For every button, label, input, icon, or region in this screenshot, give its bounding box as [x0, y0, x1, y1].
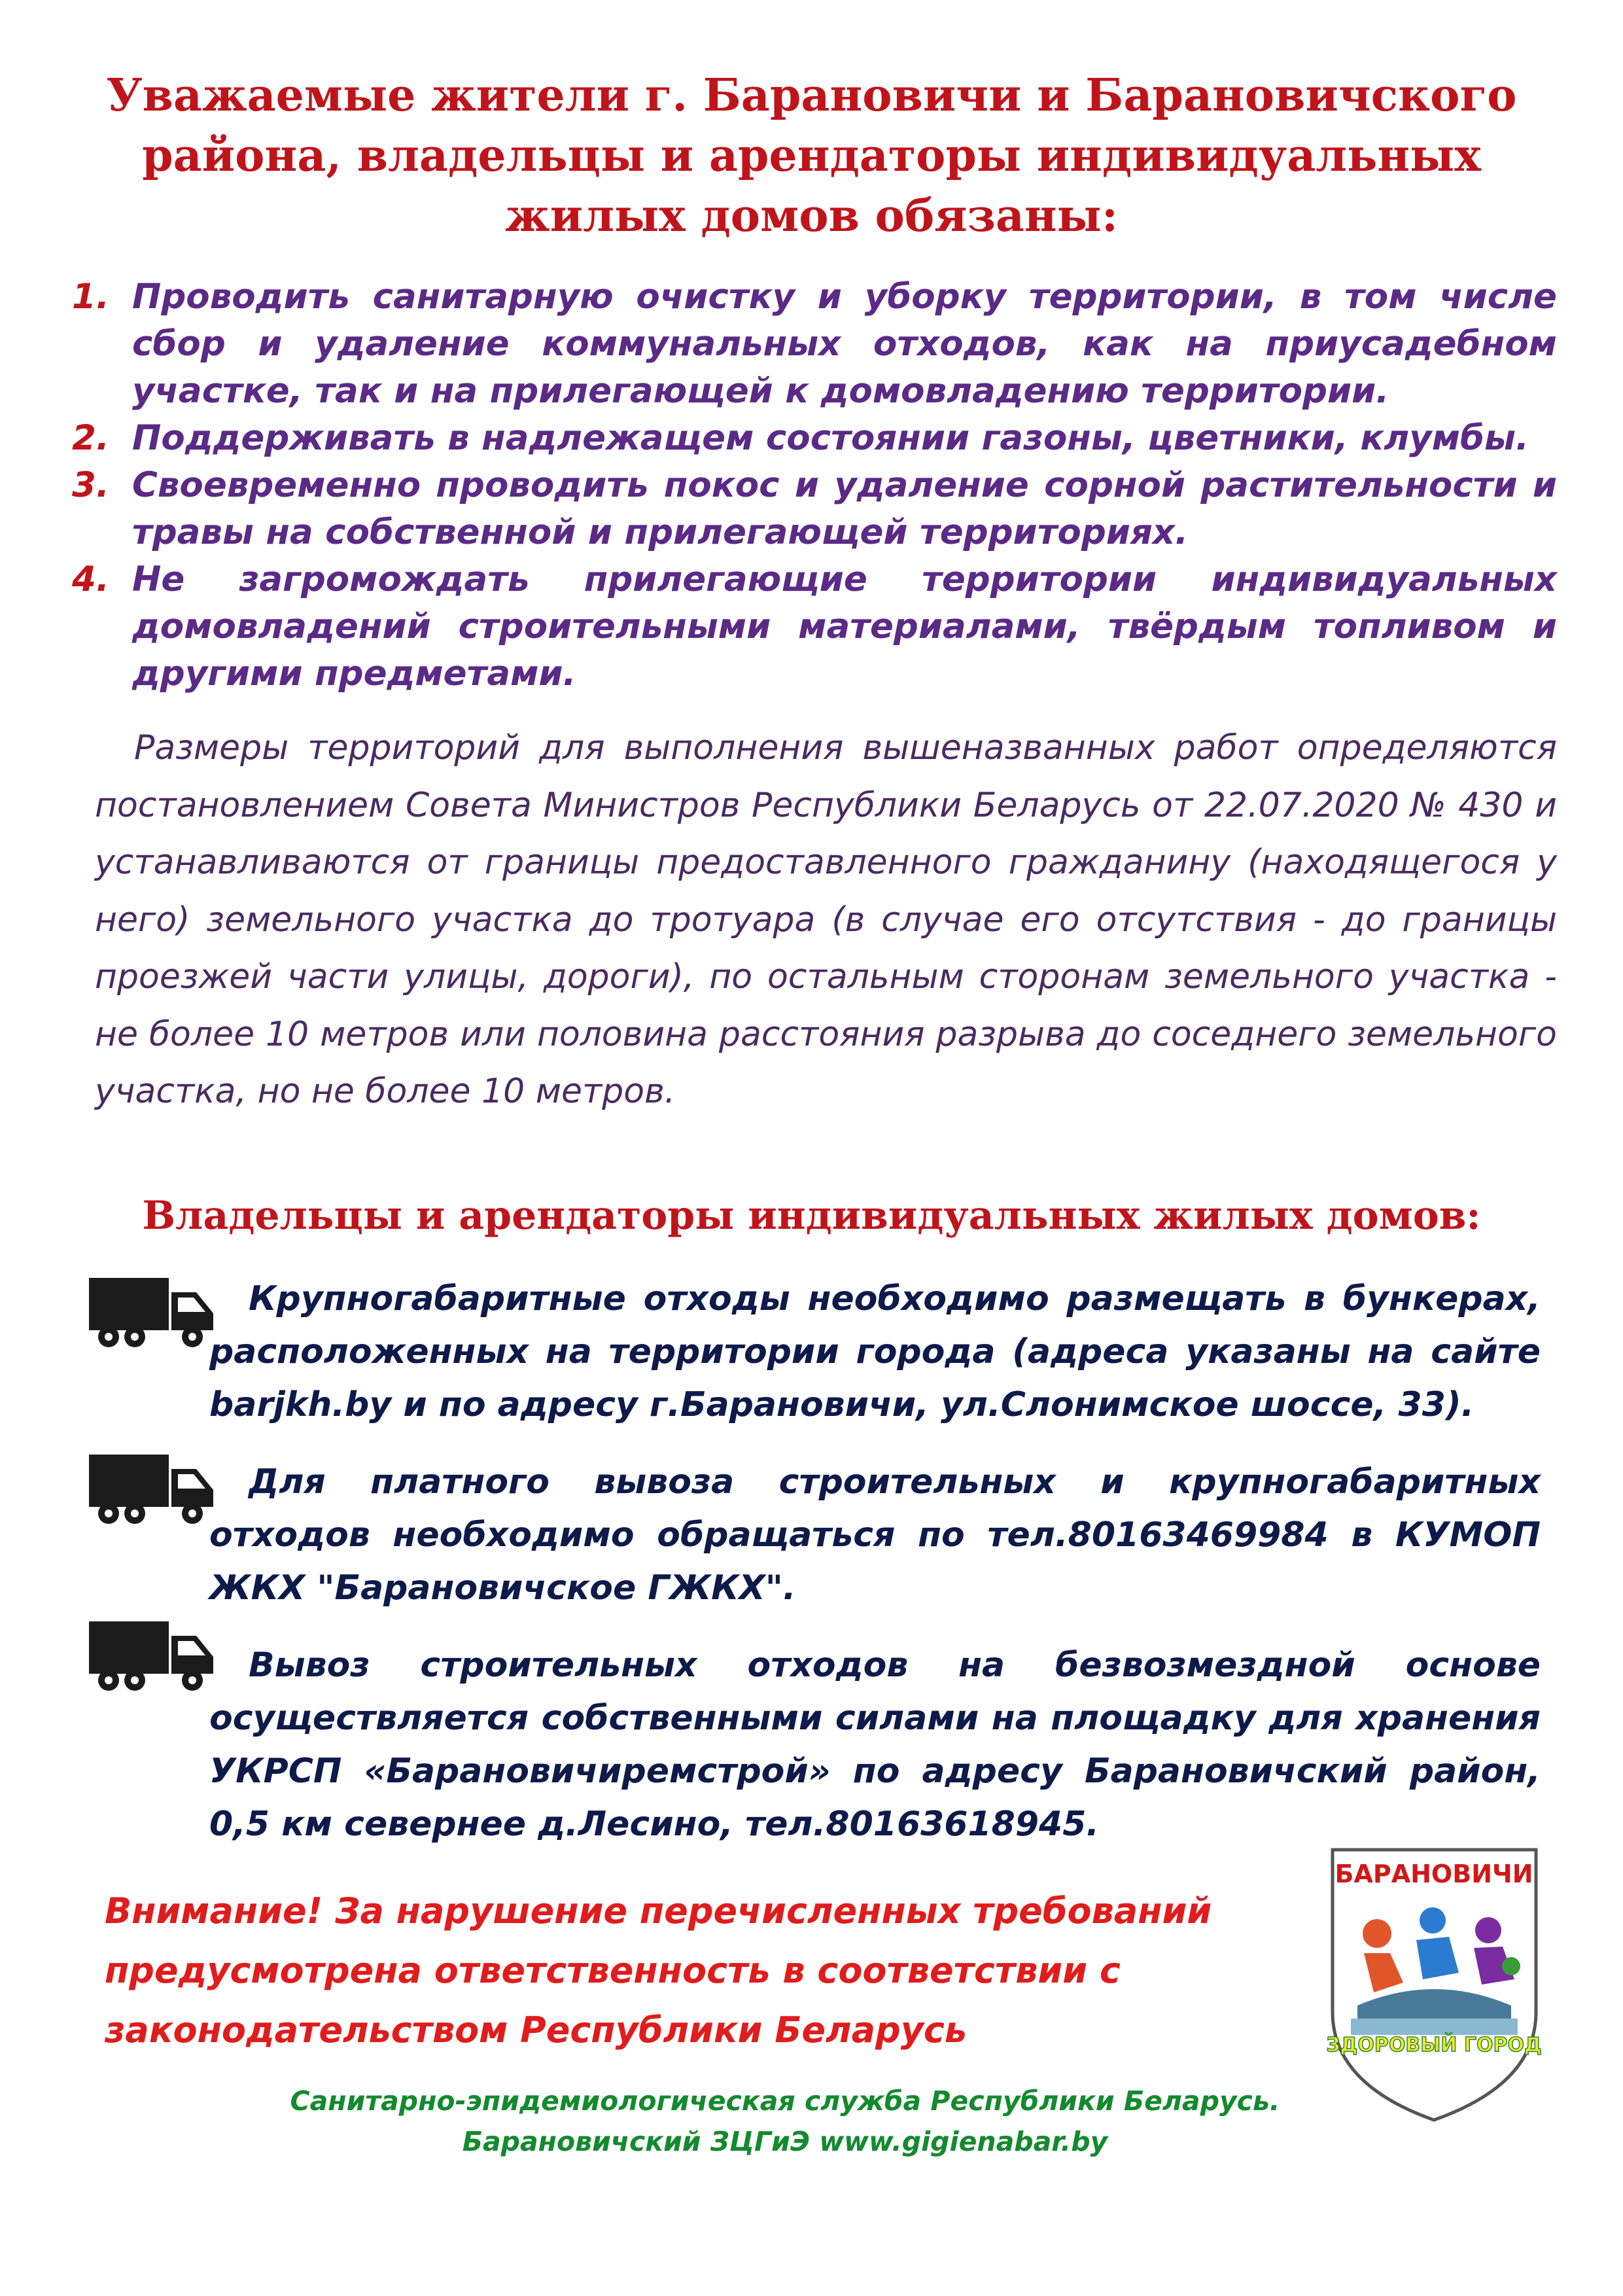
duty-number: 3. [72, 465, 110, 505]
duty-text: Своевременно проводить покос и удаление сорной растительности и травы на собственной и прилегающей территориях. [132, 465, 1557, 552]
duty-text: Поддерживать в надлежащем состоянии газоны, цветники, клумбы. [132, 418, 1529, 458]
duty-text: Проводить санитарную очистку и уборку территории, в том числе сбор и удаление коммунальных отходов, как на приусадебном участке, так и на прилегающей к домовладению территории. [132, 277, 1557, 411]
waste-info-block: Для платного вывоза строительных и крупногабаритных отходов необходимо обращаться по тел.80163469984 в КУМОП ЖКХ "Барановичское ГЖКХ". [209, 1462, 1541, 1608]
truck-icon [85, 1449, 216, 1528]
duty-item [72, 415, 1557, 462]
emblem-top-text: БАРАНОВИЧИ [1335, 1860, 1533, 1888]
duty-number: 1. [72, 277, 110, 317]
footer-line-2: Барановичский ЗЦГиЭ www.gigienabar.by [462, 2126, 1108, 2157]
footer [196, 2081, 1374, 2162]
duty-item [72, 556, 1557, 698]
truck-icon [85, 1616, 216, 1695]
waste-info-block: Крупногабаритные отходы необходимо размещать в бункерах, расположенных на территории города (адреса указаны на сайте barjkh.by и по адресу г.Барановичи, ул.Слонимское шоссе, 33). [209, 1279, 1541, 1424]
waste-info-block: Вывоз строительных отходов на безвозмездной основе осуществляется собственными силами на площадку для хранения УКРСП «Барановичиремстрой» по адресу Барановичский район, 0,5 км севернее д.Лесино, тел.80163618945. [209, 1646, 1541, 1844]
territory-sizes-paragraph: Размеры территорий для выполнения вышеназванных работ определяются постановлением Совета Министров Республики Беларусь от 22.07.2020 № 430 и устанавливаются от границы предоставленного гражданину (находящегося у него) земельного участка до тротуара (в случае его отсутствия - до границы проезжей части улицы, дороги), по остальным сторонам земельного участка - не более 10 метров или половина расстояния разрыва до соседнего земельного участка, но не более 10 метров. [95, 728, 1557, 1111]
truck-icon [85, 1273, 216, 1351]
duties-list [72, 274, 1557, 698]
duty-number: 2. [72, 418, 110, 458]
duty-number: 4. [72, 559, 110, 599]
duty-item [72, 274, 1557, 415]
page-title: Уважаемые жители г. Барановичи и Барановичского района, владельцы и арендаторы индивидуальных жилых домов обязаны: [106, 69, 1517, 242]
section-subtitle: Владельцы и арендаторы индивидуальных жилых домов: [142, 1193, 1481, 1239]
footer-line-1: Санитарно-эпидемиологическая служба Республики Беларусь. [290, 2085, 1280, 2117]
emblem-bottom-text: ЗДОРОВЫЙ ГОРОД [1326, 2034, 1542, 2057]
duty-text: Не загромождать прилегающие территории индивидуальных домовладений строительными материалами, твёрдым топливом и другими предметами. [132, 559, 1557, 694]
warning-text: Внимание! За нарушение перечисленных требований предусмотрена ответственность в соответствии с законодательством Республики Беларусь [105, 1890, 1212, 2051]
duty-item [72, 462, 1557, 556]
